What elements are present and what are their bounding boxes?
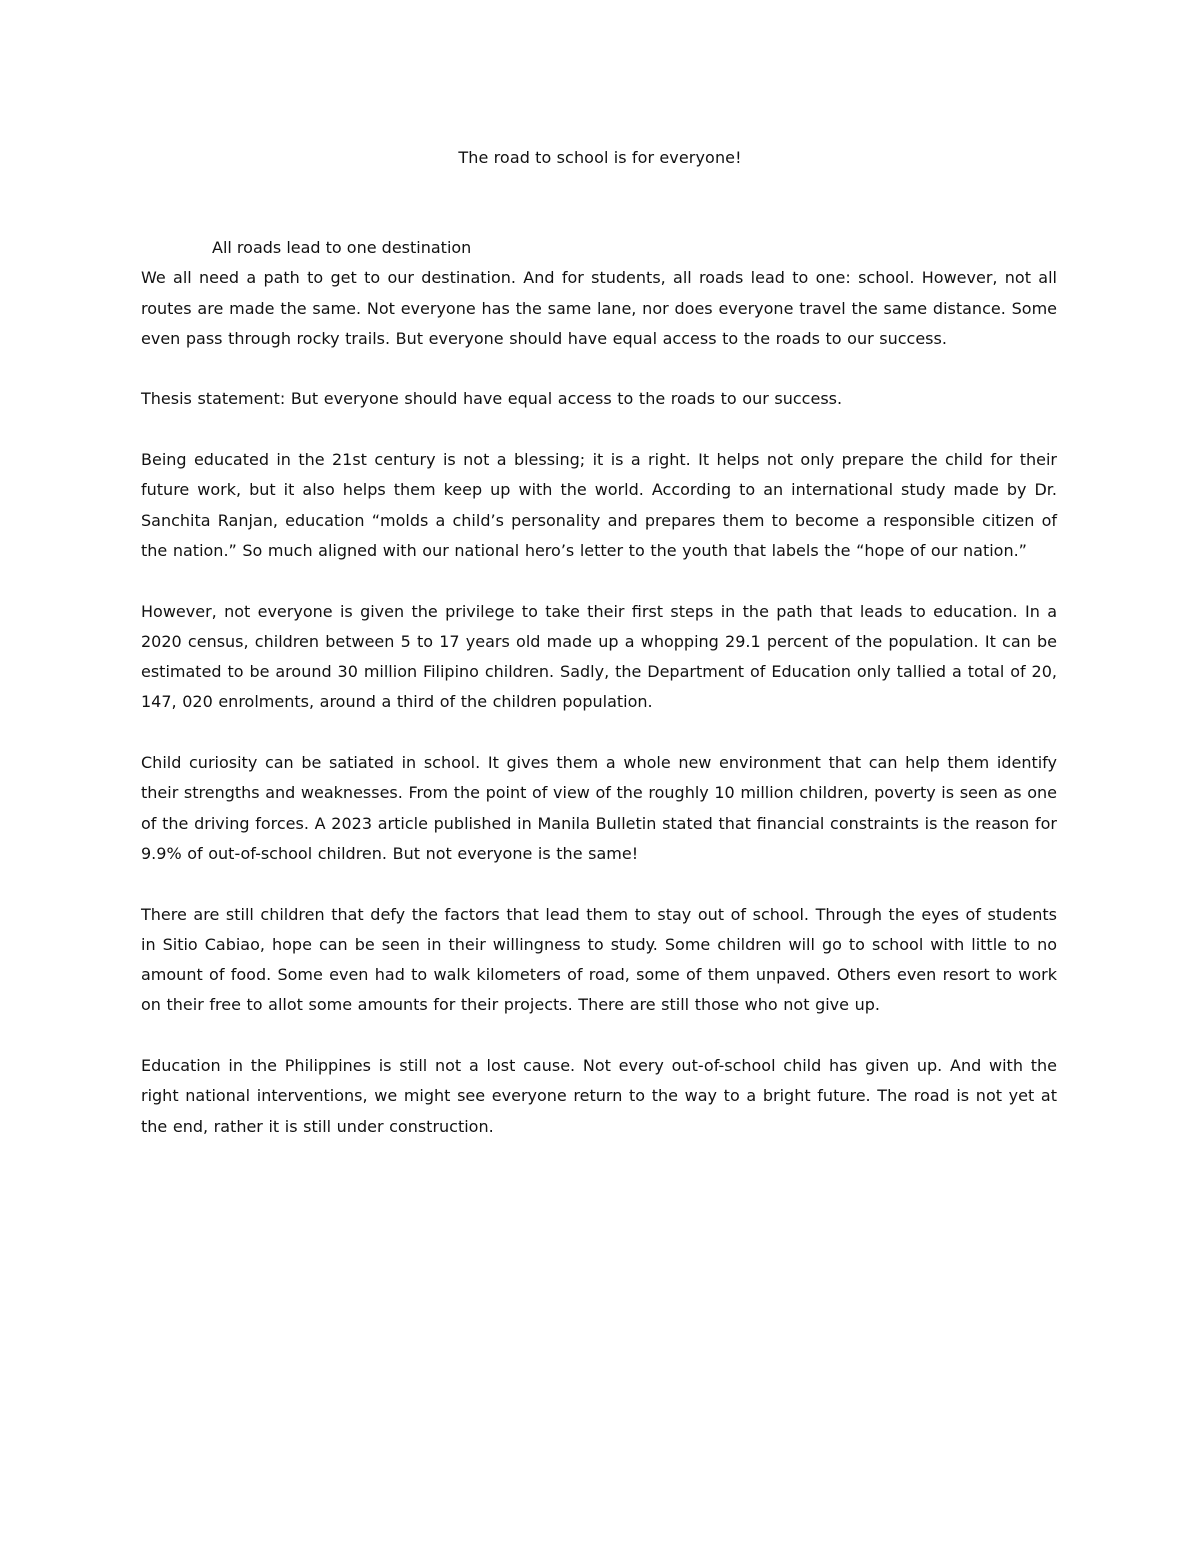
document-title: The road to school is for everyone! xyxy=(458,148,742,167)
paragraph-intro: We all need a path to get to our destination. And for students, all roads lead to one: school. However, not all routes are made the same. Not everyone has the same lane, nor does everyone travel the same distance. Some even pass through rocky trails. But everyone should have equal access to the roads to our success. xyxy=(141,268,1057,348)
paragraph-education-right: Being educated in the 21st century is not a blessing; it is a right. It helps not only prepare the child for their future work, but it also helps them keep up with the world. According to an international study made by Dr. Sanchita Ranjan, education “molds a child’s personality and prepares them to become a responsible citizen of the nation.” So much aligned with our national hero’s letter to the youth that labels the “hope of our nation.” xyxy=(141,450,1057,560)
paragraph-census: However, not everyone is given the privilege to take their first steps in the path that leads to education. In a 2020 census, children between 5 to 17 years old made up a whopping 29.1 percent of the population. It can be estimated to be around 30 million Filipino children. Sadly, the Department of Education only tallied a total of 20, 147, 020 enrolments, around a third of the children population. xyxy=(141,601,1057,712)
paragraph-conclusion: Education in the Philippines is still not a lost cause. Not every out-of-school child has given up. And with the right national interventions, we might see everyone return to the way to a bright future. The road is not yet at the end, rather it is still under construction. xyxy=(141,1056,1057,1136)
document-body xyxy=(141,233,1057,1172)
section-subheading: All roads lead to one destination xyxy=(212,238,472,257)
paragraph-defy-factors: There are still children that defy the factors that lead them to stay out of school. Through the eyes of students in Sitio Cabiao, hope can be seen in their willingness to study. Some children will go to school with little to no amount of food. Some even had to walk kilometers of road, some of them unpaved. Others even resort to work on their free to allot some amounts for their projects. There are still those who not give up. xyxy=(141,904,1057,1015)
paragraph-thesis: Thesis statement: But everyone should have equal access to the roads to our success. xyxy=(141,389,843,409)
paragraph-curiosity: Child curiosity can be satiated in school. It gives them a whole new environment that can help them identify their strengths and weaknesses. From the point of view of the roughly 10 million children, poverty is seen as one of the driving forces. A 2023 article published in Manila Bulletin stated that financial constraints is the reason for 9.9% of out-of-school children. But not everyone is the same! xyxy=(141,753,1057,863)
